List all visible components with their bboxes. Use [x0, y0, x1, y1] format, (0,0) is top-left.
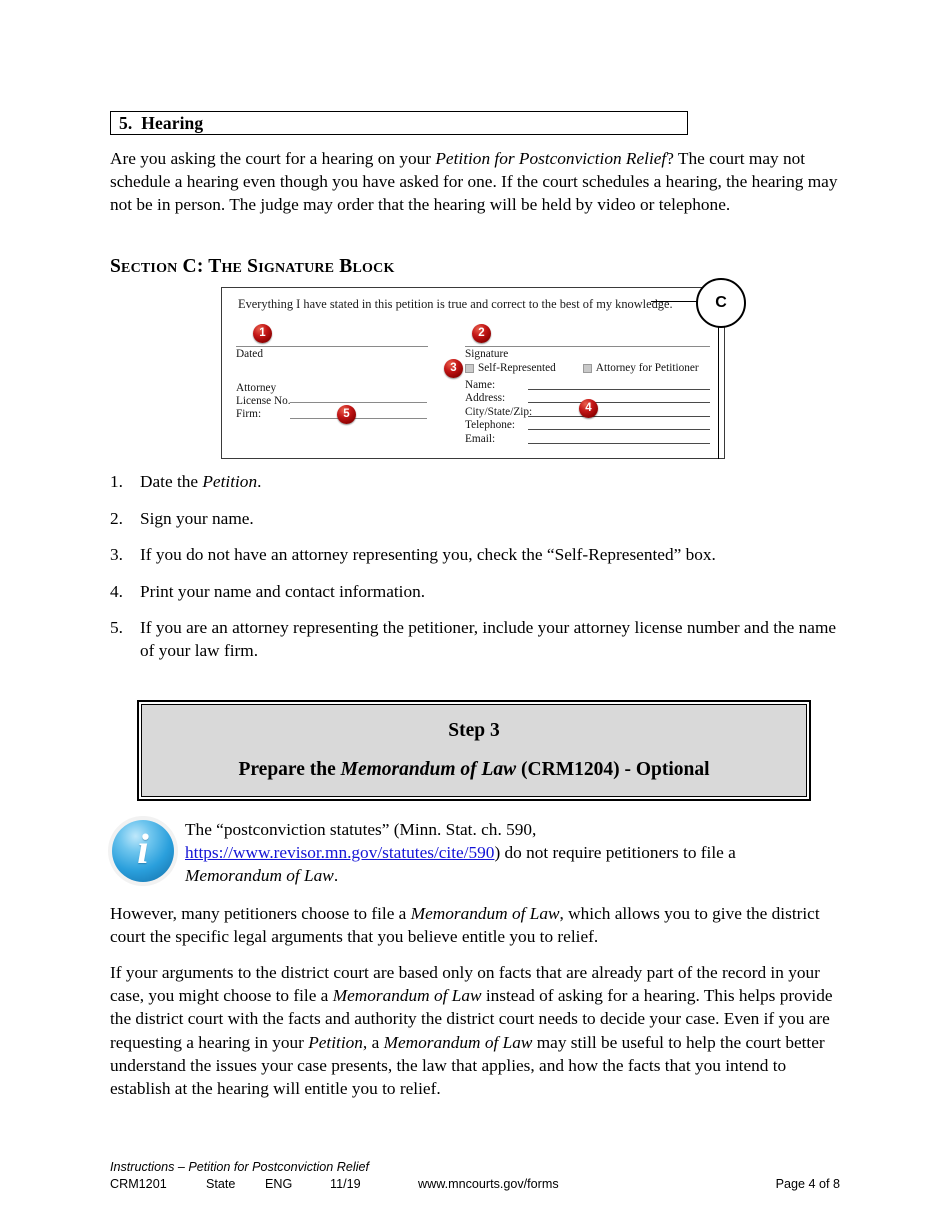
- step-3-subtitle: [238, 759, 709, 781]
- step-3-callout-box: [137, 700, 811, 801]
- if-part4: may still be useful to help the court better understand the issues your case presents, the law that applies, and how the facts that you intend to establish at the hearing will entitle you to relief.: [110, 1032, 825, 1099]
- if-part3: , a: [362, 1032, 384, 1052]
- footer-page-number: Page 4 of 8: [775, 1177, 840, 1191]
- info-text-part1: The “postconviction statutes” (Minn. Stat. ch. 590,: [185, 820, 537, 839]
- however-part2: , which allows you to give the district court the specific legal arguments that you believe entitle you to relief.: [110, 904, 820, 947]
- info-text-part2: ) do not require petitioners to file a: [494, 843, 736, 863]
- info-icon-glyph: i: [137, 826, 149, 873]
- checkbox-self-represented-label: Self-Represented: [478, 362, 556, 374]
- list-item-text: If you do not have an attorney representing you, check the “Self-Represented” box.: [140, 545, 716, 564]
- list-item-text: Print your name and contact information.: [140, 581, 426, 601]
- revisor-statutes-link[interactable]: https://www.revisor.mn.gov/statutes/cite/590: [185, 843, 495, 863]
- attorney-label-line1: Attorney: [236, 382, 277, 394]
- hearing-text-part1: Are you asking the court for a hearing on your: [110, 149, 436, 168]
- checkbox-self-represented[interactable]: [465, 362, 556, 374]
- paragraph-if-arguments: [110, 961, 840, 1100]
- firm-label: Firm:: [236, 407, 262, 420]
- representation-checkbox-row: [465, 362, 699, 374]
- list-item: [110, 580, 840, 603]
- attorney-license-label: [236, 382, 291, 420]
- list-item-number: 2.: [110, 508, 123, 528]
- list-item-number: 3.: [110, 545, 123, 564]
- signature-block-frame: [221, 287, 725, 459]
- list-item-text: If you are an attorney representing the petitioner, include your attorney license number and the name of your law firm.: [140, 618, 837, 660]
- field-label-telephone: Telephone:: [465, 419, 516, 432]
- footer-revision-date: 11/19: [330, 1177, 361, 1191]
- field-underline: [528, 389, 710, 390]
- list-item-number: 4.: [110, 581, 123, 601]
- field-row: [465, 431, 710, 445]
- field-label-name: Name:: [465, 378, 496, 391]
- checkbox-icon[interactable]: [465, 364, 474, 373]
- field-label-email: Email:: [465, 432, 496, 445]
- however-part1: However, many petitioners choose to file a: [110, 904, 411, 923]
- paragraph-hearing: [110, 147, 840, 217]
- list-item: [110, 616, 840, 662]
- field-row: [465, 418, 710, 432]
- field-underline: [528, 429, 710, 430]
- footer-language: ENG: [265, 1177, 293, 1191]
- hearing-text-part2: ? The court may not schedule a hearing even though you have asked for one. If the court schedules a hearing, the hearing may not be in person. The judge may order that the hearing will be held by video or telephone.: [110, 149, 838, 215]
- step-3-title: Step 3: [448, 720, 500, 741]
- section-header-hearing: [110, 111, 688, 135]
- footer-form-number: CRM1201: [110, 1177, 167, 1191]
- signature-underline: [465, 346, 710, 347]
- info-text-part3: .: [333, 866, 339, 886]
- list-item: [110, 543, 840, 566]
- section-header-label: 5. Hearing: [119, 112, 204, 133]
- firm-underline: [290, 418, 427, 419]
- checkbox-attorney-label: Attorney for Petitioner: [595, 362, 699, 374]
- field-label-address: Address:: [465, 392, 506, 405]
- list-item-text: Sign your name.: [140, 508, 254, 528]
- checkbox-attorney-for-petitioner[interactable]: [583, 362, 699, 374]
- section-c-callout-circle: C: [696, 278, 746, 328]
- list-item-text: Date the: [140, 472, 203, 491]
- attorney-label-line2: License No.: [236, 394, 291, 407]
- callout-badge-5: 5: [337, 405, 356, 424]
- list-item: [110, 470, 840, 493]
- list-item-text-tail: .: [257, 472, 262, 491]
- field-underline: [528, 402, 710, 403]
- page-footer: [110, 1160, 840, 1193]
- info-icon: [112, 820, 174, 882]
- callout-badge-4: 4: [579, 399, 598, 418]
- callout-leader-horizontal: [651, 301, 699, 302]
- checkbox-icon[interactable]: [583, 364, 592, 373]
- dated-underline: [236, 346, 428, 347]
- step-3-inner-panel: [141, 704, 807, 797]
- dated-label: Dated: [236, 348, 263, 360]
- if-part1: If your arguments to the district court are based only on facts that are already part of the record in your case, you might choose to file a: [110, 963, 820, 1006]
- if-part2: instead of asking for a hearing. This helps provide the district court with the facts and authority the district court needs to decide your case. Even if you are requesting a hearing in your: [110, 986, 833, 1052]
- signature-block-diagram: [221, 287, 725, 459]
- list-item-number: 5.: [110, 618, 123, 637]
- step-3-sub-part1: Prepare the: [238, 759, 341, 780]
- callout-leader-vertical: [718, 321, 719, 459]
- footer-meta-row: [110, 1177, 840, 1193]
- signature-steps-list: [110, 470, 840, 676]
- signature-statement: Everything I have stated in this petition is true and correct to the best of my knowledge.: [238, 297, 673, 311]
- however-italic: Memorandum of Law: [410, 904, 560, 923]
- field-label-city-state-zip: City/State/Zip:: [465, 405, 533, 418]
- signature-label: Signature: [465, 348, 509, 360]
- step-3-sub-part2: (CRM1204) - Optional: [516, 759, 710, 780]
- info-text-italic: Memorandum of Law: [185, 866, 334, 886]
- section-c-heading: Section C: The Signature Block: [110, 256, 395, 277]
- info-callout-text: [185, 818, 785, 888]
- if-italic3: Memorandum of Law: [383, 1032, 533, 1052]
- if-italic2: Petition: [308, 1032, 363, 1052]
- hearing-italic-petition: Petition for Postconviction Relief: [435, 149, 667, 168]
- callout-badge-2: 2: [472, 324, 491, 343]
- if-italic1: Memorandum of Law: [332, 986, 482, 1006]
- field-underline: [528, 416, 710, 417]
- footer-title: Instructions – Petition for Postconviction Relief: [110, 1160, 369, 1174]
- list-item: [110, 507, 840, 530]
- list-item-number: 1.: [110, 472, 123, 491]
- callout-badge-3: 3: [444, 359, 463, 378]
- field-underline: [528, 443, 710, 444]
- footer-url: www.mncourts.gov/forms: [418, 1177, 559, 1191]
- footer-state: State: [206, 1177, 236, 1191]
- paragraph-however: [110, 902, 840, 948]
- list-item-italic: Petition: [202, 472, 258, 491]
- callout-badge-1: 1: [253, 324, 272, 343]
- field-row: [465, 377, 710, 391]
- step-3-sub-italic: Memorandum of Law: [340, 759, 517, 780]
- license-no-underline: [290, 402, 427, 403]
